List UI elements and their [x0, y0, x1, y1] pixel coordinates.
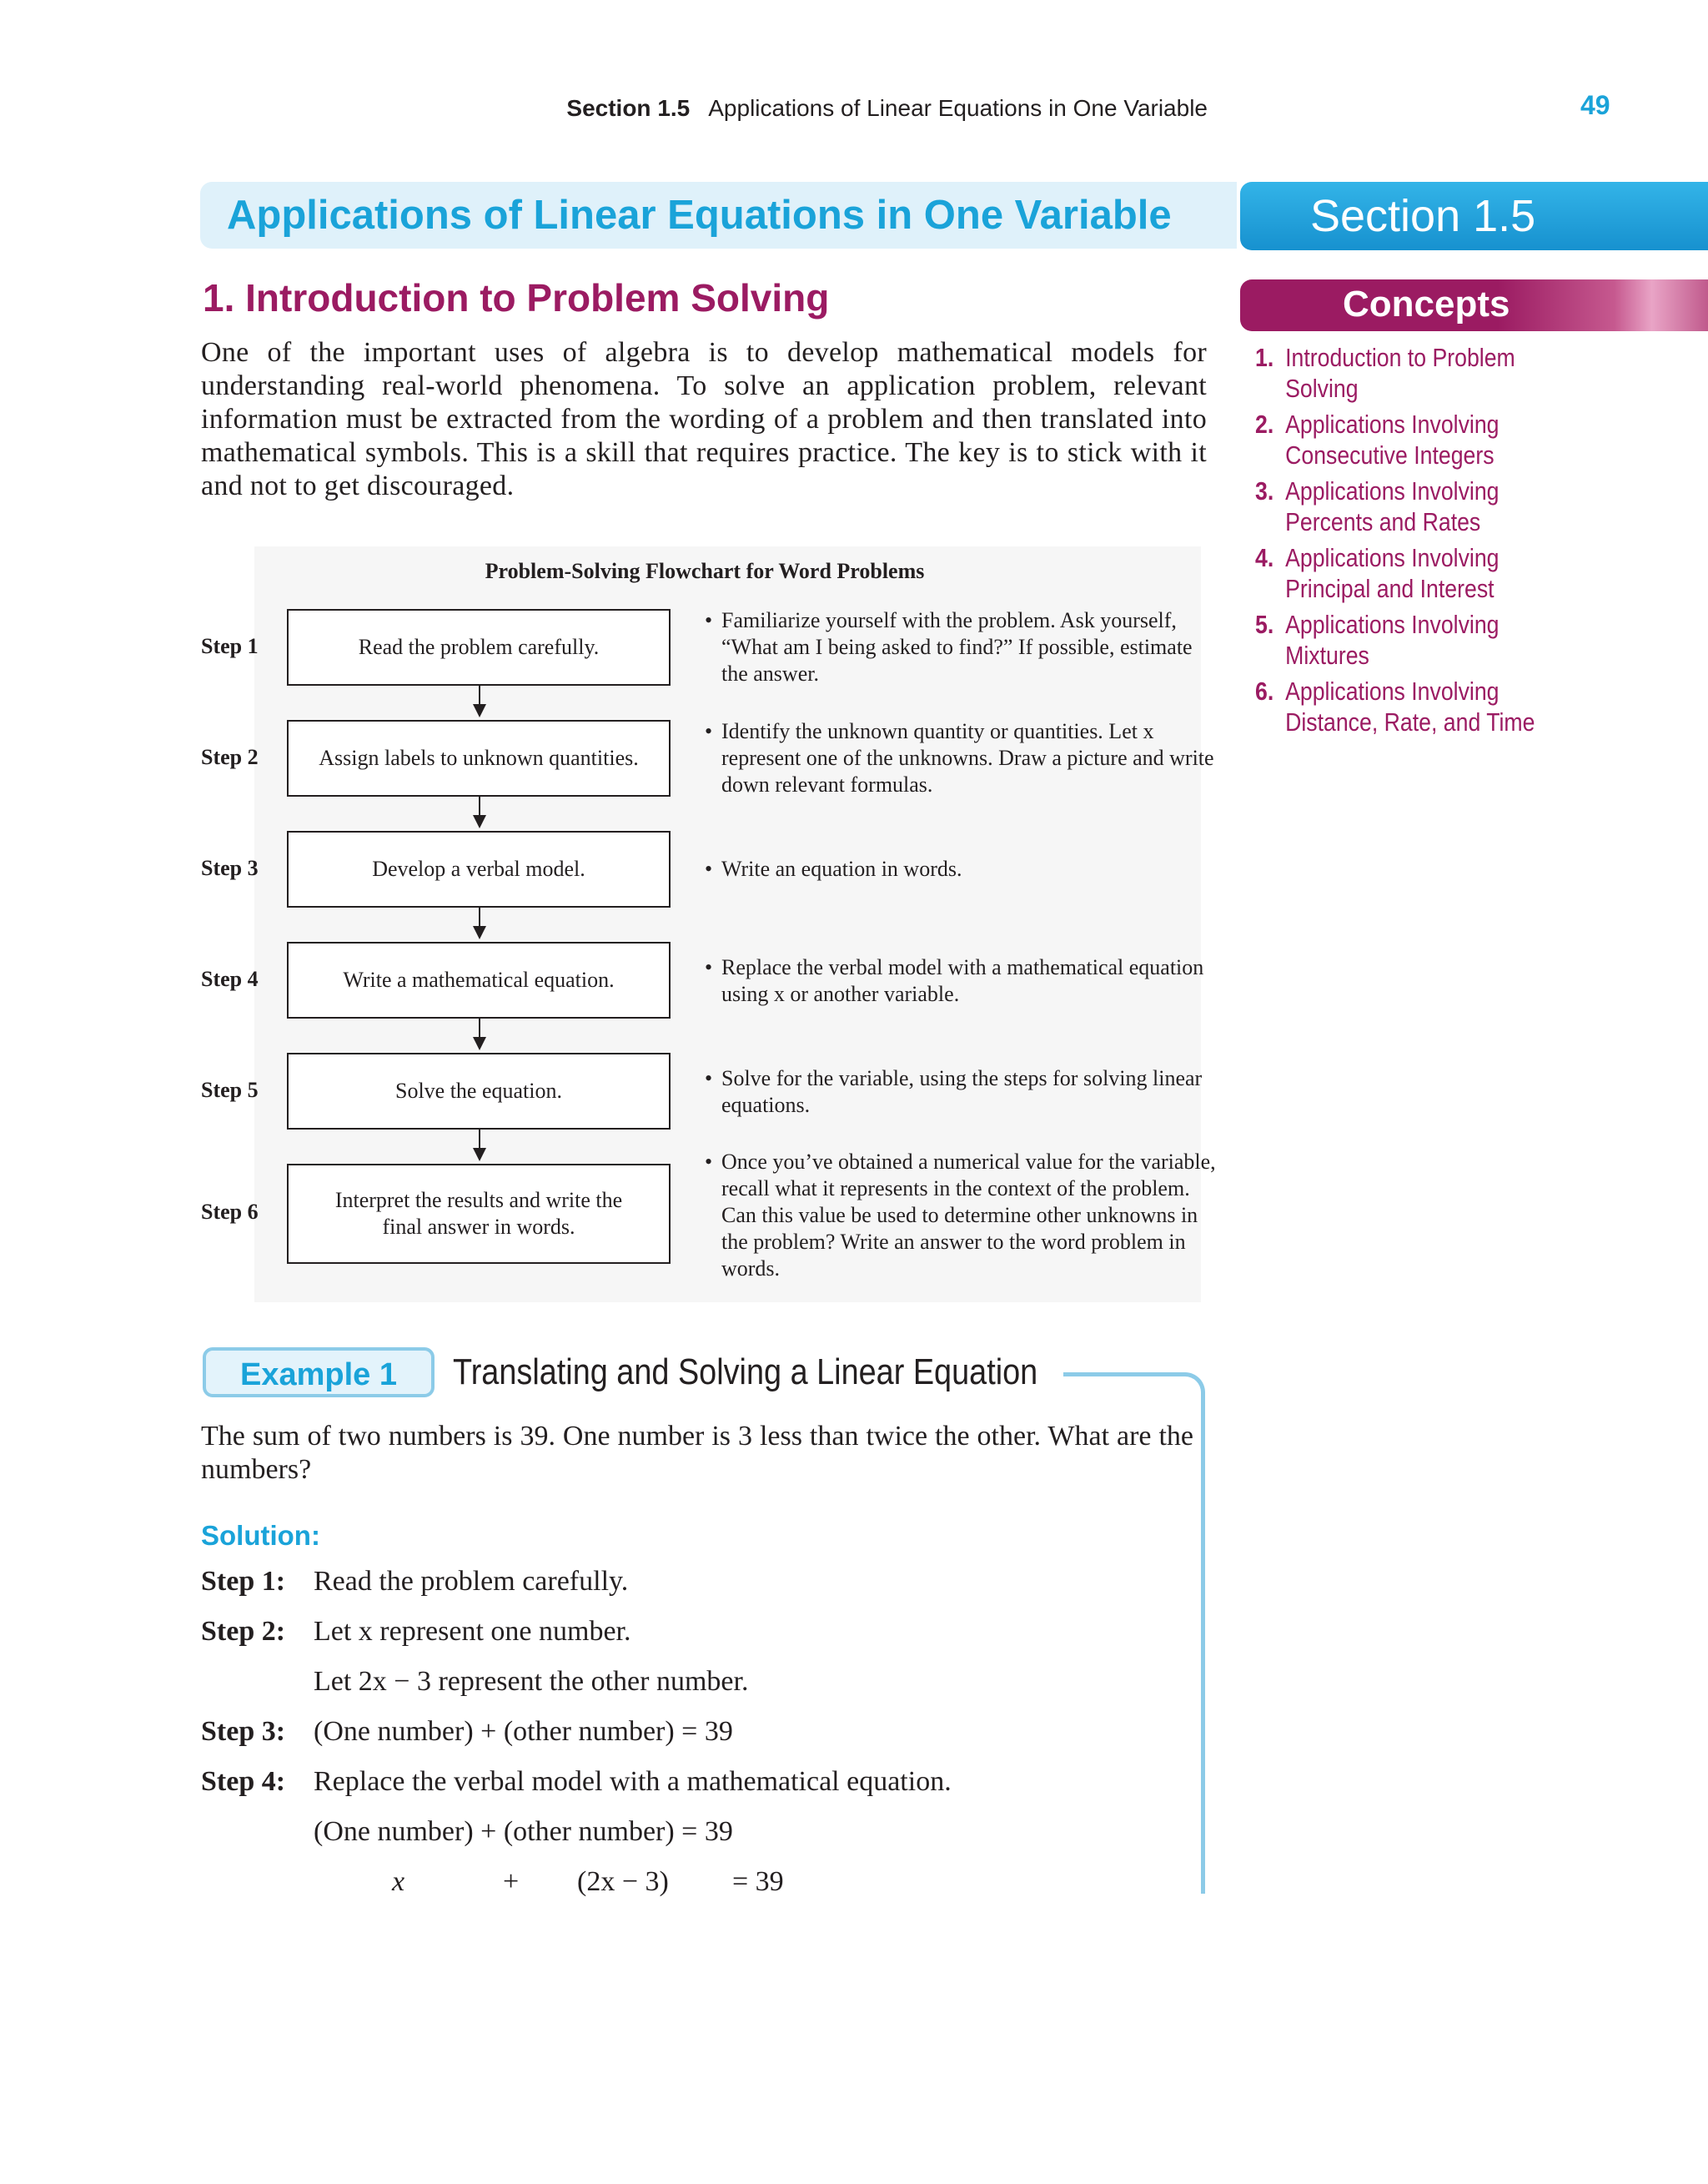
- running-header-section: Section 1.5: [566, 95, 691, 121]
- running-header-title: Applications of Linear Equations in One Variable: [708, 95, 1208, 121]
- solution-step-label: Step 1:: [201, 1566, 286, 1597]
- flow-step-box: Solve the equation.: [287, 1053, 671, 1130]
- concept-label: Applications Involving Principal and Interest: [1285, 543, 1500, 603]
- example-badge-label: Example 1: [240, 1357, 397, 1392]
- flow-step-box: Read the problem carefully.: [287, 609, 671, 686]
- equation-term-x: x: [392, 1866, 405, 1897]
- arrow-down-icon: [473, 926, 486, 939]
- flow-step-description: [705, 954, 1218, 1008]
- concept-item[interactable]: [1255, 609, 1585, 671]
- solution-step-text: Let 2x − 3 represent the other number.: [314, 1666, 749, 1697]
- concept-label: Applications Involving Mixtures: [1285, 610, 1500, 670]
- flow-step-box: Write a mathematical equation.: [287, 942, 671, 1019]
- concept-number: 2.: [1255, 410, 1274, 439]
- concepts-header: [1240, 279, 1708, 331]
- section-tab: [1240, 182, 1708, 250]
- flow-arrow: [479, 908, 480, 926]
- equation-term-other: (2x − 3): [577, 1866, 669, 1897]
- concept-item[interactable]: [1255, 476, 1585, 537]
- section-heading: 1. Introduction to Problem Solving: [203, 276, 830, 320]
- arrow-down-icon: [473, 815, 486, 828]
- concept-number: 4.: [1255, 543, 1274, 572]
- flow-step-description-text: Replace the verbal model with a mathematical equation using x or another variable.: [721, 955, 1204, 1006]
- flow-step-box: Assign labels to unknown quantities.: [287, 720, 671, 797]
- flowchart-title: Problem-Solving Flowchart for Word Problems: [485, 559, 925, 583]
- running-header: [0, 95, 1208, 122]
- solution-step-label: Step 4:: [201, 1766, 286, 1797]
- solution-step-label: Step 3:: [201, 1716, 286, 1747]
- concept-number: 5.: [1255, 610, 1274, 639]
- concept-label: Applications Involving Consecutive Integers: [1285, 410, 1500, 470]
- concept-number: 6.: [1255, 677, 1274, 706]
- title-banner: [200, 182, 1237, 249]
- flow-step-label: Step 3: [201, 856, 259, 880]
- solution-label: Solution:: [201, 1520, 320, 1551]
- concepts-title: Concepts: [1343, 284, 1510, 325]
- example-title: Translating and Solving a Linear Equation: [453, 1351, 1038, 1392]
- flow-step-description-text: Identify the unknown quantity or quantities. Let x represent one of the unknowns. Draw a picture and write down relevant formulas.: [721, 719, 1214, 797]
- flow-step-label: Step 5: [201, 1078, 259, 1102]
- solution-step-text: Replace the verbal model with a mathematical equation.: [314, 1766, 952, 1797]
- concept-item[interactable]: [1255, 342, 1585, 404]
- bullet-icon: •: [705, 955, 713, 979]
- equation-plus: +: [503, 1866, 520, 1897]
- bullet-icon: •: [705, 1066, 713, 1090]
- flow-arrow: [479, 797, 480, 815]
- arrow-down-icon: [473, 1148, 486, 1161]
- example-badge: [203, 1347, 435, 1397]
- flow-step-label: Step 2: [201, 745, 259, 769]
- page-number: 49: [1580, 90, 1610, 120]
- concept-label: Introduction to Problem Solving: [1285, 343, 1515, 403]
- concept-label: Applications Involving Percents and Rates: [1285, 476, 1500, 536]
- page-title: Applications of Linear Equations in One Variable: [227, 193, 1172, 238]
- flow-arrow: [479, 1019, 480, 1037]
- flow-step-label: Step 4: [201, 967, 259, 991]
- concept-number: 3.: [1255, 476, 1274, 506]
- arrow-down-icon: [473, 1037, 486, 1050]
- concepts-list: [1255, 342, 1585, 742]
- bullet-icon: •: [705, 1150, 713, 1174]
- flow-step-description-text: Solve for the variable, using the steps for solving linear equations.: [721, 1066, 1203, 1117]
- flow-step-description: [705, 1149, 1218, 1282]
- flow-arrow: [479, 1130, 480, 1148]
- equation-result: = 39: [732, 1866, 784, 1897]
- concept-item[interactable]: [1255, 542, 1585, 604]
- concept-item[interactable]: [1255, 409, 1585, 471]
- solution-step-text: (One number) + (other number) = 39: [314, 1816, 733, 1847]
- flow-step-description: [705, 718, 1218, 798]
- flow-step-label: Step 6: [201, 1200, 259, 1224]
- concept-item[interactable]: [1255, 676, 1585, 737]
- arrow-down-icon: [473, 704, 486, 717]
- solution-step-text: Let x represent one number.: [314, 1616, 631, 1647]
- example-problem: The sum of two numbers is 39. One number is 3 less than twice the other. What are the numbers?: [201, 1421, 1193, 1485]
- solution-step-label: Step 2:: [201, 1616, 286, 1647]
- bullet-icon: •: [705, 608, 713, 632]
- flow-step-description-text: Write an equation in words.: [721, 857, 962, 881]
- concept-label: Applications Involving Distance, Rate, and Time: [1285, 677, 1535, 737]
- flow-step-description-text: Once you’ve obtained a numerical value for the variable, recall what it represents in the context of the problem. Can this value be used to determine other unknowns in the problem? Write an answer to the word problem in words.: [721, 1150, 1216, 1281]
- flow-step-description: [705, 607, 1218, 687]
- solution-step-text: (One number) + (other number) = 39: [314, 1716, 733, 1747]
- intro-paragraph: One of the important uses of algebra is to develop mathematical models for understanding real-world phenomena. To solve an application problem, relevant information must be extracted from the wording of a problem and then translated into mathematical symbols. This is a skill that requires practice. The key is to stick with it and not to get discouraged.: [201, 337, 1207, 501]
- flow-step-box: Interpret the results and write the final answer in words.: [287, 1164, 671, 1264]
- section-tab-label: Section 1.5: [1310, 191, 1536, 241]
- bullet-icon: •: [705, 719, 713, 743]
- flow-step-description-text: Familiarize yourself with the problem. Ask yourself, “What am I being asked to find?” If possible, estimate the answer.: [721, 608, 1193, 686]
- flow-step-label: Step 1: [201, 634, 259, 658]
- solution-step-text: Read the problem carefully.: [314, 1566, 629, 1597]
- flow-step-description: [705, 856, 1218, 883]
- flow-arrow: [479, 686, 480, 704]
- flow-step-description: [705, 1065, 1218, 1119]
- concept-number: 1.: [1255, 343, 1274, 372]
- bullet-icon: •: [705, 857, 713, 881]
- flow-step-box: Develop a verbal model.: [287, 831, 671, 908]
